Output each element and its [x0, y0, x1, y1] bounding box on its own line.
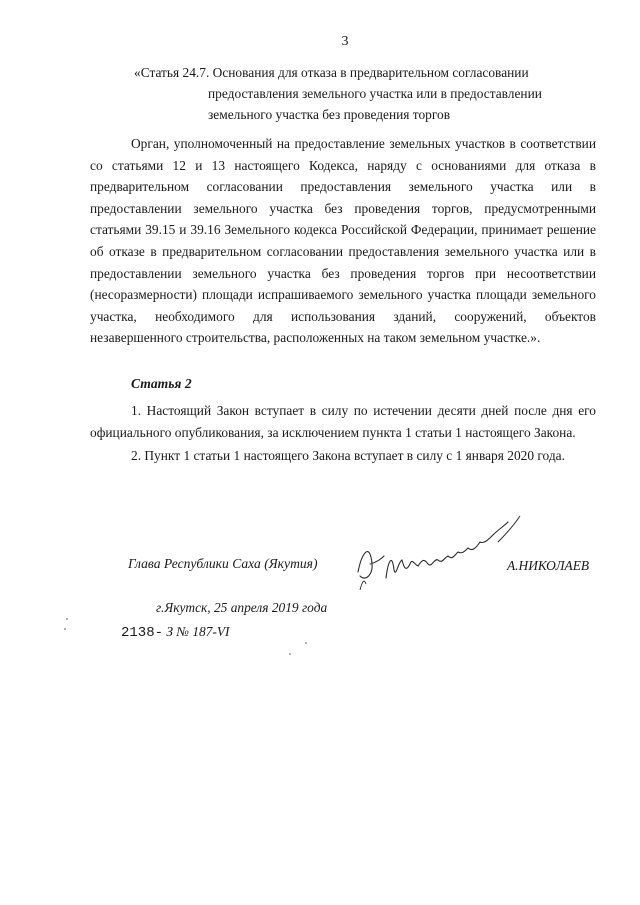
registration-number	[121, 624, 230, 641]
law-number: З № 187-VI	[166, 624, 230, 639]
signatory-role: Глава Республики Саха (Якутия)	[128, 556, 318, 571]
scan-speck	[66, 618, 68, 620]
article-body-paragraph: Орган, уполномоченный на предоставление земельных участков в соответствии со статьями 12 и 13 настоящего Кодекса, наряду с основаниями для отказа в предварительном согласовании предоставления земельного участка или в предоставлении земельного участка без проведения торгов, предусмотренными статьями 39.15 и 39.16 Земельного кодекса Российской Федерации, принимает решение об отказе в предварительном согласовании предоставления земельного участка или в предоставлении земельного участка без проведения торгов при несоответствии (несоразмерности) площади испрашиваемого земельного участка площади земельного участка, необходимого для использования зданий, сооружений, объектов незавершенного строительства, расположенных на таком земельном участке.».	[90, 136, 596, 346]
place-and-date: г.Якутск, 25 апреля 2019 года	[156, 600, 328, 615]
page-number: 3	[341, 34, 349, 49]
scan-speck	[305, 642, 307, 644]
article-2-item-2: 2. Пункт 1 статьи 1 настоящего Закона вступает в силу с 1 января 2020 года.	[131, 448, 565, 463]
article-heading	[134, 62, 564, 125]
article-2-item-1: 1. Настоящий Закон вступает в силу по истечении десяти дней после дня его официального опубликования, за исключением пункта 1 статьи 1 настоящего Закона.	[90, 403, 596, 440]
article-heading-line-1: «Статья 24.7. Основания для отказа в предварительном согласовании	[134, 65, 529, 80]
signatory-name: А.НИКОЛАЕВ	[507, 558, 590, 573]
article-2-title: Статья 2	[131, 376, 192, 391]
article-heading-line-2: предоставления земельного участка или в предоставлении	[208, 86, 542, 101]
article-heading-line-3: земельного участка без проведения торгов	[208, 107, 451, 122]
registration-prefix: 2138-	[121, 625, 164, 641]
scan-speck	[289, 653, 291, 655]
scan-speck	[64, 628, 66, 630]
handwritten-signature	[348, 512, 548, 602]
